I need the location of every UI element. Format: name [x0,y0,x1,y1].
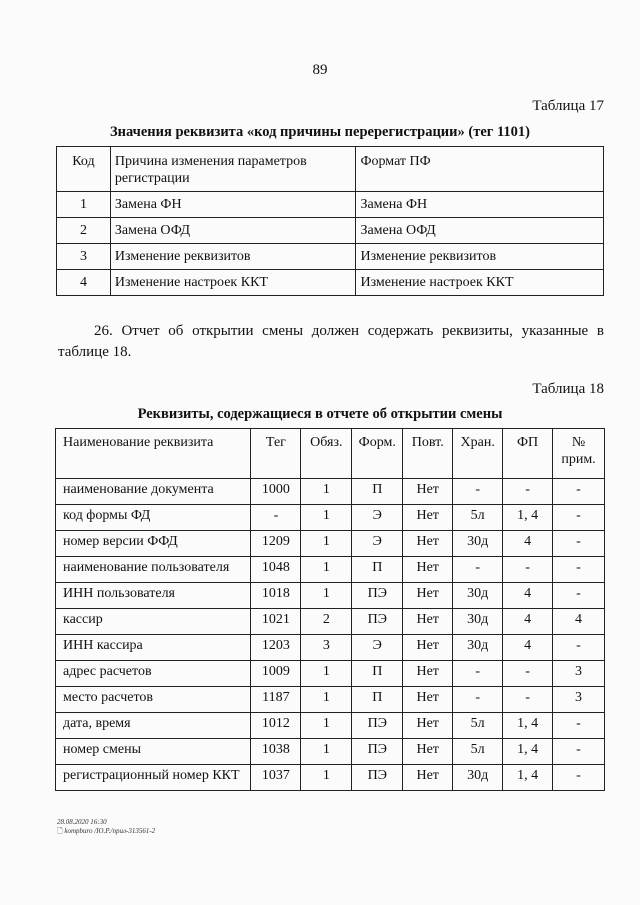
table-cell: ПЭ [352,609,403,635]
table-cell: - [553,479,605,505]
table-row [56,557,605,583]
table-cell: 4 [553,609,605,635]
table-cell: 1 [301,583,352,609]
table-row [56,531,605,557]
table-cell: Изменение реквизитов [110,244,356,270]
table-cell: 30д [453,635,503,661]
table-cell: Нет [403,739,453,765]
table-17-header-cell: Код [57,147,111,192]
table-row [56,713,605,739]
table-cell: ИНН кассира [56,635,251,661]
table-cell: Нет [403,713,453,739]
footer-stamp [57,818,155,836]
table-cell: - [503,661,553,687]
column-header: Хран. [453,429,503,479]
column-header: Форм. [352,429,403,479]
table-cell: код формы ФД [56,505,251,531]
table-cell: 1000 [251,479,301,505]
table-row [56,635,605,661]
table-cell: номер смены [56,739,251,765]
table-cell: Нет [403,531,453,557]
table-cell: Нет [403,479,453,505]
table-row [56,661,605,687]
table-cell: 1, 4 [503,713,553,739]
table-17 [56,146,604,296]
table-cell: 5л [453,739,503,765]
table-cell: дата, время [56,713,251,739]
table-cell: - [503,687,553,713]
table-cell: - [553,505,605,531]
table-cell: 1 [301,739,352,765]
column-header: Обяз. [301,429,352,479]
document-icon: 🗋 [57,827,63,835]
table-cell: 1, 4 [503,765,553,791]
table-cell: 1009 [251,661,301,687]
table-18 [55,428,605,791]
table-cell: 30д [453,765,503,791]
table-cell: наименование документа [56,479,251,505]
table-cell: 1 [301,557,352,583]
table-cell: Замена ФН [356,192,604,218]
table-row [57,192,604,218]
table-cell: Нет [403,583,453,609]
table-cell: - [453,687,503,713]
table-cell: 1 [301,765,352,791]
column-header: № прим. [553,429,605,479]
table-cell: - [503,557,553,583]
table-row [56,687,605,713]
table-row [56,505,605,531]
table-17-header-cell: Формат ПФ [356,147,604,192]
table-cell: 1 [301,479,352,505]
table-cell: Нет [403,557,453,583]
table-cell: 1037 [251,765,301,791]
table-17-title: Значения реквизита «код причины перерегистрации» (тег 1101) [109,124,531,140]
table-cell: 5л [453,713,503,739]
paragraph-text: 26. Отчет об открытии смены должен содержать реквизиты, указанные в таблице 18. [58,323,604,360]
table-cell: - [553,557,605,583]
table-cell: Замена ОФД [110,218,356,244]
table-cell: 1 [301,531,352,557]
table-cell: - [553,713,605,739]
table-cell: 3 [553,687,605,713]
table-row [57,244,604,270]
table-cell: кассир [56,609,251,635]
table-cell: 1018 [251,583,301,609]
table-cell: 4 [503,531,553,557]
table-cell: адрес расчетов [56,661,251,687]
page-number: 89 [312,62,328,78]
table-cell: наименование пользователя [56,557,251,583]
column-header: ФП [503,429,553,479]
table-cell: 1 [301,505,352,531]
table-cell: регистрационный номер ККТ [56,765,251,791]
table-cell: - [453,661,503,687]
table-cell: Э [352,635,403,661]
table-cell: - [453,557,503,583]
table-cell: - [251,505,301,531]
table-cell: номер версии ФФД [56,531,251,557]
table-row [57,270,604,296]
table-cell: Э [352,505,403,531]
table-cell: 4 [57,270,111,296]
table-cell: 4 [503,609,553,635]
table-cell: - [503,479,553,505]
table-cell: 1 [57,192,111,218]
table-cell: ПЭ [352,583,403,609]
table-row [56,765,605,791]
table-cell: 30д [453,531,503,557]
table-17-label: Таблица 17 [532,98,604,114]
table-cell: Нет [403,661,453,687]
column-header: Повт. [403,429,453,479]
table-cell: Нет [403,609,453,635]
table-cell: 3 [553,661,605,687]
footer-path [57,827,155,836]
paragraph-26 [58,321,604,363]
column-header: Наименование реквизита [56,429,251,479]
table-cell: 1, 4 [503,739,553,765]
table-cell: ИНН пользователя [56,583,251,609]
table-cell: - [453,479,503,505]
table-cell: 1021 [251,609,301,635]
table-cell: П [352,479,403,505]
table-cell: Замена ФН [110,192,356,218]
table-cell: 1012 [251,713,301,739]
table-cell: 30д [453,583,503,609]
table-cell: 5л [453,505,503,531]
table-cell: 30д [453,609,503,635]
table-cell: 1187 [251,687,301,713]
table-cell: место расчетов [56,687,251,713]
table-cell: 1 [301,713,352,739]
table-row [56,479,605,505]
table-17-header-row [57,147,604,192]
table-cell: Нет [403,687,453,713]
table-cell: 1038 [251,739,301,765]
table-cell: П [352,661,403,687]
table-cell: - [553,635,605,661]
table-cell: Изменение настроек ККТ [356,270,604,296]
table-cell: Нет [403,635,453,661]
table-cell: ПЭ [352,739,403,765]
table-row [56,739,605,765]
table-cell: Э [352,531,403,557]
table-18-header-row [56,429,605,479]
table-cell: 4 [503,635,553,661]
table-cell: Изменение настроек ККТ [110,270,356,296]
table-cell: 2 [57,218,111,244]
table-row [56,583,605,609]
table-cell: ПЭ [352,765,403,791]
table-cell: - [553,531,605,557]
table-cell: 1203 [251,635,301,661]
table-17-header-cell: Причина изменения параметров регистрации [110,147,356,192]
column-header: Тег [251,429,301,479]
footer-date: 28.08.2020 16:30 [57,818,107,826]
table-cell: 1209 [251,531,301,557]
table-cell: - [553,583,605,609]
table-cell: Нет [403,765,453,791]
table-cell: 3 [57,244,111,270]
table-cell: Замена ОФД [356,218,604,244]
table-cell: Изменение реквизитов [356,244,604,270]
table-cell: 4 [503,583,553,609]
table-18-title: Реквизиты, содержащиеся в отчете об открытии смены [137,406,503,422]
table-cell: - [553,739,605,765]
table-cell: 1 [301,687,352,713]
table-cell: 2 [301,609,352,635]
table-row [57,218,604,244]
table-row [56,609,605,635]
table-cell: ПЭ [352,713,403,739]
table-cell: 1 [301,661,352,687]
footer-path-text: kompburo /Ю.Р./прил-313561-2 [64,827,156,835]
table-18-label: Таблица 18 [532,381,604,397]
table-cell: П [352,557,403,583]
table-cell: П [352,687,403,713]
table-cell: 1048 [251,557,301,583]
table-cell: 3 [301,635,352,661]
table-cell: - [553,765,605,791]
table-cell: 1, 4 [503,505,553,531]
table-18-body [56,479,605,791]
table-cell: Нет [403,505,453,531]
